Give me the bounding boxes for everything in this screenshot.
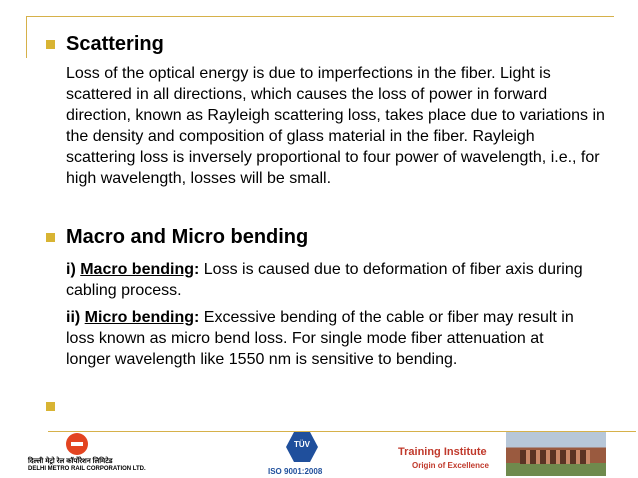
iso-certification: ISO 9001:2008 — [268, 467, 323, 476]
institute-building-photo — [506, 432, 606, 476]
dmrc-hindi-name: दिल्ली मेट्रो रेल कॉर्पोरेशन लिमिटेड — [28, 458, 113, 465]
item-colon: : — [194, 309, 200, 326]
micro-bending-text: Excessive bending of the cable or fiber may result in loss known as micro bend loss. For single mode fiber attenuation at longer wavelength like 1550 nm is sensitive to bending. — [66, 309, 574, 368]
micro-bending-term: Micro bending — [84, 309, 194, 326]
item-prefix: i) — [66, 261, 81, 278]
bullet-square-icon — [46, 40, 55, 49]
micro-bending-item — [66, 307, 576, 370]
frame-top-line — [26, 16, 614, 17]
macro-bending-item — [66, 259, 602, 301]
section-heading-bending: Macro and Micro bending — [66, 226, 309, 248]
frame-left-line — [26, 16, 27, 58]
dmrc-logo — [28, 433, 148, 475]
dmrc-emblem-icon — [66, 433, 88, 455]
bullet-square-icon — [46, 233, 55, 242]
tuv-logo — [280, 432, 324, 466]
macro-bending-term: Macro bending — [80, 261, 194, 278]
dmrc-english-name: DELHI METRO RAIL CORPORATION LTD. — [28, 466, 146, 472]
tuv-label: TÜV — [294, 440, 310, 449]
institute-title: Training Institute — [398, 446, 487, 458]
bullet-square-icon — [46, 402, 55, 411]
institute-tagline: Origin of Excellence — [412, 461, 489, 470]
scattering-paragraph: Loss of the optical energy is due to imperfections in the fiber. Light is scattered in all directions, which causes the loss of power in forward direction, known as Rayleigh scattering loss, takes place due to variations in the density and composition of glass material in the fiber. Rayleigh scattering loss is inversely proportional to four power of wavelength, i.e., for high wavelength, losses will be small. — [66, 65, 605, 187]
macro-bending-text: Loss is caused due to deformation of fiber axis during cabling process. — [66, 261, 583, 299]
section-heading-scattering: Scattering — [66, 33, 164, 55]
item-colon: : — [194, 261, 200, 278]
item-prefix: ii) — [66, 309, 85, 326]
